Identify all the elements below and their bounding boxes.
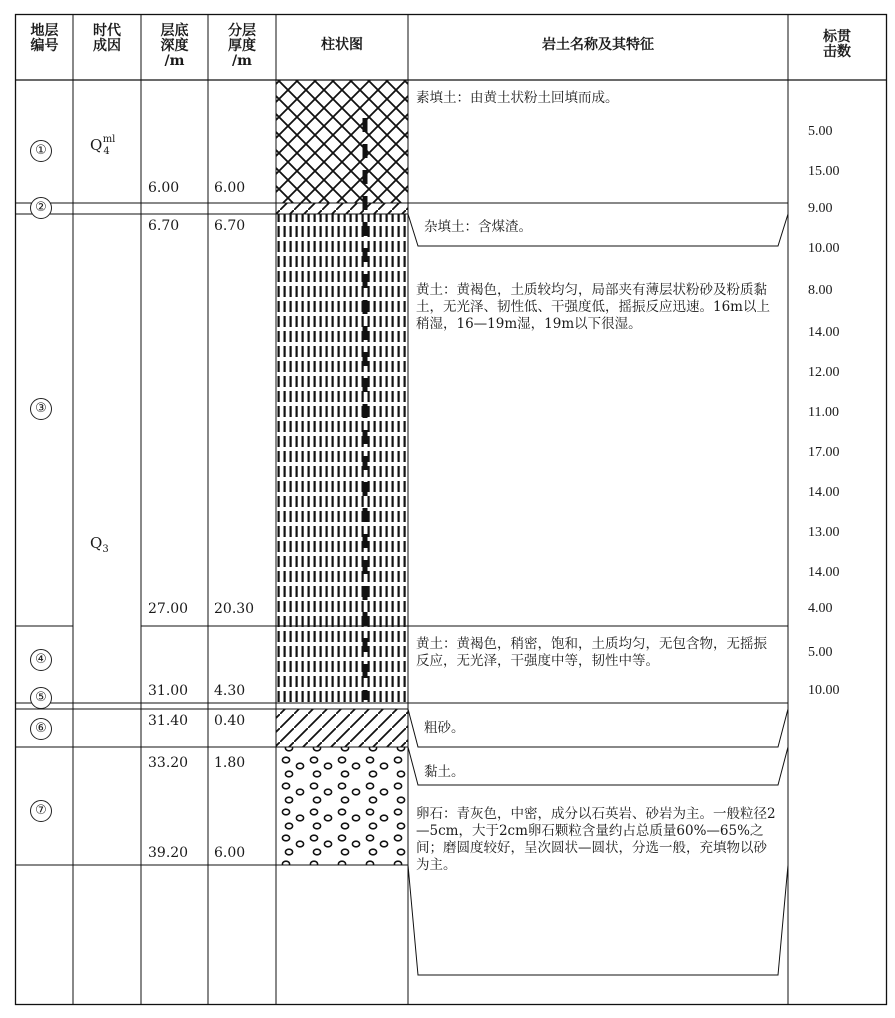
desc-layer-6: 黏土。 xyxy=(424,764,465,780)
pattern-fill-layer-6 xyxy=(276,709,408,747)
bottom-depth-2: 6.70 xyxy=(148,218,180,234)
pattern-fill-layer-1 xyxy=(276,80,408,203)
bottom-depth-4: 31.00 xyxy=(148,683,189,699)
header-bottom-depth: 层底 深度 /m xyxy=(160,23,189,69)
spt-value: 15.00 xyxy=(808,164,840,179)
header-column: 柱状图 xyxy=(321,37,363,53)
spt-value: 10.00 xyxy=(808,241,840,256)
layer-no-3: ③ xyxy=(30,398,52,420)
pattern-fill-layer-3-4 xyxy=(276,214,408,703)
layer-no-2: ② xyxy=(30,197,52,219)
desc-layer-2: 杂填土：含煤渣。 xyxy=(424,219,532,235)
desc-layer-3: 黄土：黄褐色，土质较均匀，局部夹有薄层状粉砂及粉质黏土，无光泽、韧性低、干强度低，摇振反应迅速。16m以上稍湿，16—19m湿，19m以下很湿。 xyxy=(416,282,770,332)
spt-value: 12.00 xyxy=(808,365,840,380)
thickness-7: 6.00 xyxy=(214,845,246,861)
thickness-6: 1.80 xyxy=(214,755,246,771)
thickness-5: 0.40 xyxy=(214,713,246,729)
era-q3: $Q_3$ xyxy=(90,534,109,555)
spt-value: 5.00 xyxy=(808,645,833,660)
spt-value: 10.00 xyxy=(808,683,840,698)
spt-value: 5.00 xyxy=(808,124,833,139)
desc-layer-7: 卵石：青灰色，中密，成分以石英岩、砂岩为主。一般粒径2—5cm，大于2cm卵石颗粒含量约占总质量60%—65%之间；磨圆度较好，呈次圆状—圆状，分选一般，充填物以砂为主。 xyxy=(416,806,776,873)
bottom-depth-3: 27.00 xyxy=(148,601,189,617)
thickness-1: 6.00 xyxy=(214,180,246,196)
layer-no-1: ① xyxy=(30,140,52,162)
pattern-fill-layer-2 xyxy=(276,203,408,214)
spt-value: 4.00 xyxy=(808,601,833,616)
desc-layer-4: 黄土：黄褐色，稍密，饱和，土质均匀，无包含物，无摇振反应，无光泽，干强度中等，韧性中等。 xyxy=(416,636,767,669)
layer-no-4: ④ xyxy=(30,649,52,671)
thickness-2: 6.70 xyxy=(214,218,246,234)
thickness-3: 20.30 xyxy=(214,601,255,617)
spt-value: 9.00 xyxy=(808,201,833,216)
layer-no-6: ⑥ xyxy=(30,718,52,740)
spt-value: 14.00 xyxy=(808,565,840,580)
layer-no-7: ⑦ xyxy=(30,800,52,822)
desc-layer-1: 素填土：由黄土状粉土回填而成。 xyxy=(416,90,619,106)
era-q4-ml: $Q_4^{ml}$ xyxy=(90,134,116,157)
thickness-4: 4.30 xyxy=(214,683,246,699)
bottom-depth-1: 6.00 xyxy=(148,180,180,196)
spt-value: 11.00 xyxy=(808,405,839,420)
pattern-fill-layer-7 xyxy=(276,747,408,865)
header-era: 时代 成因 xyxy=(93,23,121,54)
header-thickness: 分层 厚度 /m xyxy=(228,23,256,69)
layer-no-5: ⑤ xyxy=(30,687,52,709)
bottom-depth-5: 31.40 xyxy=(148,713,189,729)
bottom-depth-6: 33.20 xyxy=(148,755,189,771)
spt-value: 13.00 xyxy=(808,525,840,540)
header-spt: 标贯 击数 xyxy=(823,29,851,60)
desc-layer-5: 粗砂。 xyxy=(424,720,465,736)
spt-value: 14.00 xyxy=(808,485,840,500)
header-layer-no: 地层 编号 xyxy=(30,23,59,54)
spt-value: 8.00 xyxy=(808,283,833,298)
spt-value: 14.00 xyxy=(808,325,840,340)
bottom-depth-7: 39.20 xyxy=(148,845,189,861)
header-description: 岩土名称及其特征 xyxy=(542,37,654,53)
spt-value: 17.00 xyxy=(808,445,840,460)
